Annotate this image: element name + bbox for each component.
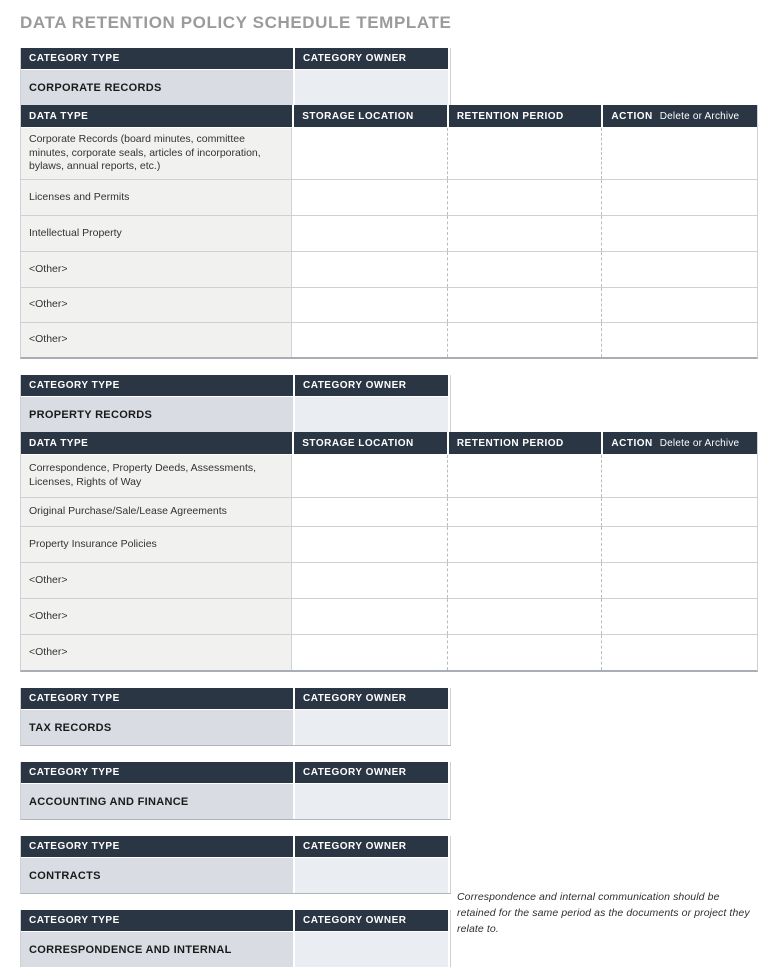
category-owner-header: CATEGORY OWNER — [293, 688, 448, 709]
storage-location-cell[interactable] — [292, 216, 447, 251]
category-owner-cell[interactable] — [293, 710, 448, 745]
action-header-suffix: Delete or Archive — [659, 110, 740, 122]
data-type-cell: <Other> — [21, 563, 292, 598]
data-type-cell: <Other> — [21, 252, 292, 287]
category-header-row — [21, 375, 450, 397]
action-header-label: ACTION — [611, 110, 653, 122]
action-cell[interactable] — [601, 498, 757, 526]
category-name-row — [21, 70, 450, 105]
action-cell[interactable] — [601, 563, 757, 598]
action-cell[interactable] — [601, 527, 757, 562]
storage-location-cell[interactable] — [292, 635, 447, 670]
category-owner-header: CATEGORY OWNER — [293, 762, 448, 783]
storage-location-cell[interactable] — [292, 180, 447, 215]
category-type-header: CATEGORY TYPE — [21, 48, 293, 69]
retention-period-header: RETENTION PERIOD — [447, 432, 602, 454]
action-header — [601, 432, 757, 454]
data-table — [20, 432, 758, 672]
data-type-cell: Property Insurance Policies — [21, 527, 292, 562]
table-row — [21, 599, 757, 635]
category-owner-header: CATEGORY OWNER — [293, 375, 448, 396]
table-row — [21, 455, 757, 498]
retention-period-cell[interactable] — [447, 128, 602, 179]
category-header-row — [21, 762, 450, 784]
action-cell[interactable] — [601, 635, 757, 670]
data-type-cell: Licenses and Permits — [21, 180, 292, 215]
category-header-row — [21, 836, 450, 858]
category-block — [20, 762, 451, 820]
category-name-row — [21, 932, 450, 967]
retention-period-cell[interactable] — [447, 498, 602, 526]
category-type-header: CATEGORY TYPE — [21, 688, 293, 709]
storage-location-header: STORAGE LOCATION — [292, 105, 447, 127]
category-name-row — [21, 784, 450, 819]
category-owner-header: CATEGORY OWNER — [293, 836, 448, 857]
table-row — [21, 216, 757, 252]
data-type-cell: <Other> — [21, 635, 292, 670]
section-tax-records — [20, 688, 775, 746]
storage-location-header: STORAGE LOCATION — [292, 432, 447, 454]
table-row — [21, 498, 757, 527]
category-block — [20, 48, 451, 105]
retention-period-cell[interactable] — [447, 599, 602, 634]
storage-location-cell[interactable] — [292, 128, 447, 179]
data-table — [20, 105, 758, 359]
section-corporate-records — [20, 48, 775, 359]
data-header-row — [21, 105, 757, 128]
action-header — [601, 105, 757, 127]
page-title: DATA RETENTION POLICY SCHEDULE TEMPLATE — [20, 13, 452, 32]
category-type-header: CATEGORY TYPE — [21, 375, 293, 396]
retention-period-header: RETENTION PERIOD — [447, 105, 602, 127]
action-cell[interactable] — [601, 323, 757, 357]
action-cell[interactable] — [601, 599, 757, 634]
category-name: ACCOUNTING AND FINANCE — [21, 784, 293, 819]
category-owner-cell[interactable] — [293, 784, 448, 819]
category-block — [20, 688, 451, 746]
category-name-row — [21, 710, 450, 745]
category-block — [20, 375, 451, 432]
data-type-cell: Corporate Records (board minutes, committee minutes, corporate seals, articles of incorporation, bylaws, annual reports, etc.) — [21, 128, 292, 179]
action-header-label: ACTION — [611, 437, 653, 449]
data-type-cell: <Other> — [21, 323, 292, 357]
data-type-header: DATA TYPE — [21, 105, 292, 127]
storage-location-cell[interactable] — [292, 599, 447, 634]
table-row — [21, 323, 757, 357]
category-name: CORPORATE RECORDS — [21, 70, 293, 105]
data-type-cell: Original Purchase/Sale/Lease Agreements — [21, 498, 292, 526]
retention-period-cell[interactable] — [447, 527, 602, 562]
data-type-cell: Intellectual Property — [21, 216, 292, 251]
retention-period-cell[interactable] — [447, 323, 602, 357]
table-row — [21, 128, 757, 180]
category-header-row — [21, 48, 450, 70]
action-cell[interactable] — [601, 455, 757, 497]
category-name: PROPERTY RECORDS — [21, 397, 293, 432]
category-owner-cell[interactable] — [293, 70, 448, 105]
action-header-suffix: Delete or Archive — [659, 437, 740, 449]
storage-location-cell[interactable] — [292, 455, 447, 497]
retention-period-cell[interactable] — [447, 288, 602, 322]
data-header-row — [21, 432, 757, 455]
section-contracts — [20, 836, 775, 894]
category-owner-cell[interactable] — [293, 397, 448, 432]
storage-location-cell[interactable] — [292, 527, 447, 562]
data-type-cell: <Other> — [21, 599, 292, 634]
retention-period-cell[interactable] — [447, 455, 602, 497]
category-name-row — [21, 397, 450, 432]
table-row — [21, 527, 757, 563]
category-type-header: CATEGORY TYPE — [21, 762, 293, 783]
category-name: CONTRACTS — [21, 858, 293, 893]
retention-period-cell[interactable] — [447, 180, 602, 215]
retention-period-cell[interactable] — [447, 252, 602, 287]
section-property-records — [20, 375, 775, 672]
retention-note: Correspondence and internal communication should be retained for the same period as the documents or project they relate to. — [457, 891, 750, 935]
storage-location-cell[interactable] — [292, 252, 447, 287]
storage-location-cell[interactable] — [292, 563, 447, 598]
retention-period-cell[interactable] — [447, 563, 602, 598]
category-block — [20, 910, 451, 967]
action-cell[interactable] — [601, 216, 757, 251]
category-owner-header: CATEGORY OWNER — [293, 910, 448, 931]
data-type-cell: <Other> — [21, 288, 292, 322]
category-header-row — [21, 688, 450, 710]
table-row — [21, 180, 757, 216]
section-accounting-finance — [20, 762, 775, 820]
category-owner-cell[interactable] — [293, 932, 448, 967]
storage-location-cell[interactable] — [292, 323, 447, 357]
table-row — [21, 288, 757, 323]
retention-period-cell[interactable] — [447, 216, 602, 251]
table-row — [21, 252, 757, 288]
table-row — [21, 563, 757, 599]
category-name-row — [21, 858, 450, 893]
category-owner-header: CATEGORY OWNER — [293, 48, 448, 69]
storage-location-cell[interactable] — [292, 288, 447, 322]
action-cell[interactable] — [601, 180, 757, 215]
action-cell[interactable] — [601, 288, 757, 322]
category-header-row — [21, 910, 450, 932]
data-type-header: DATA TYPE — [21, 432, 292, 454]
category-type-header: CATEGORY TYPE — [21, 836, 293, 857]
category-block — [20, 836, 451, 894]
category-owner-cell[interactable] — [293, 858, 448, 893]
storage-location-cell[interactable] — [292, 498, 447, 526]
category-name: CORRESPONDENCE AND INTERNAL — [21, 932, 293, 967]
action-cell[interactable] — [601, 128, 757, 179]
category-name: TAX RECORDS — [21, 710, 293, 745]
category-type-header: CATEGORY TYPE — [21, 910, 293, 931]
table-row — [21, 635, 757, 670]
action-cell[interactable] — [601, 252, 757, 287]
data-type-cell: Correspondence, Property Deeds, Assessments, Licenses, Rights of Way — [21, 455, 292, 497]
retention-period-cell[interactable] — [447, 635, 602, 670]
